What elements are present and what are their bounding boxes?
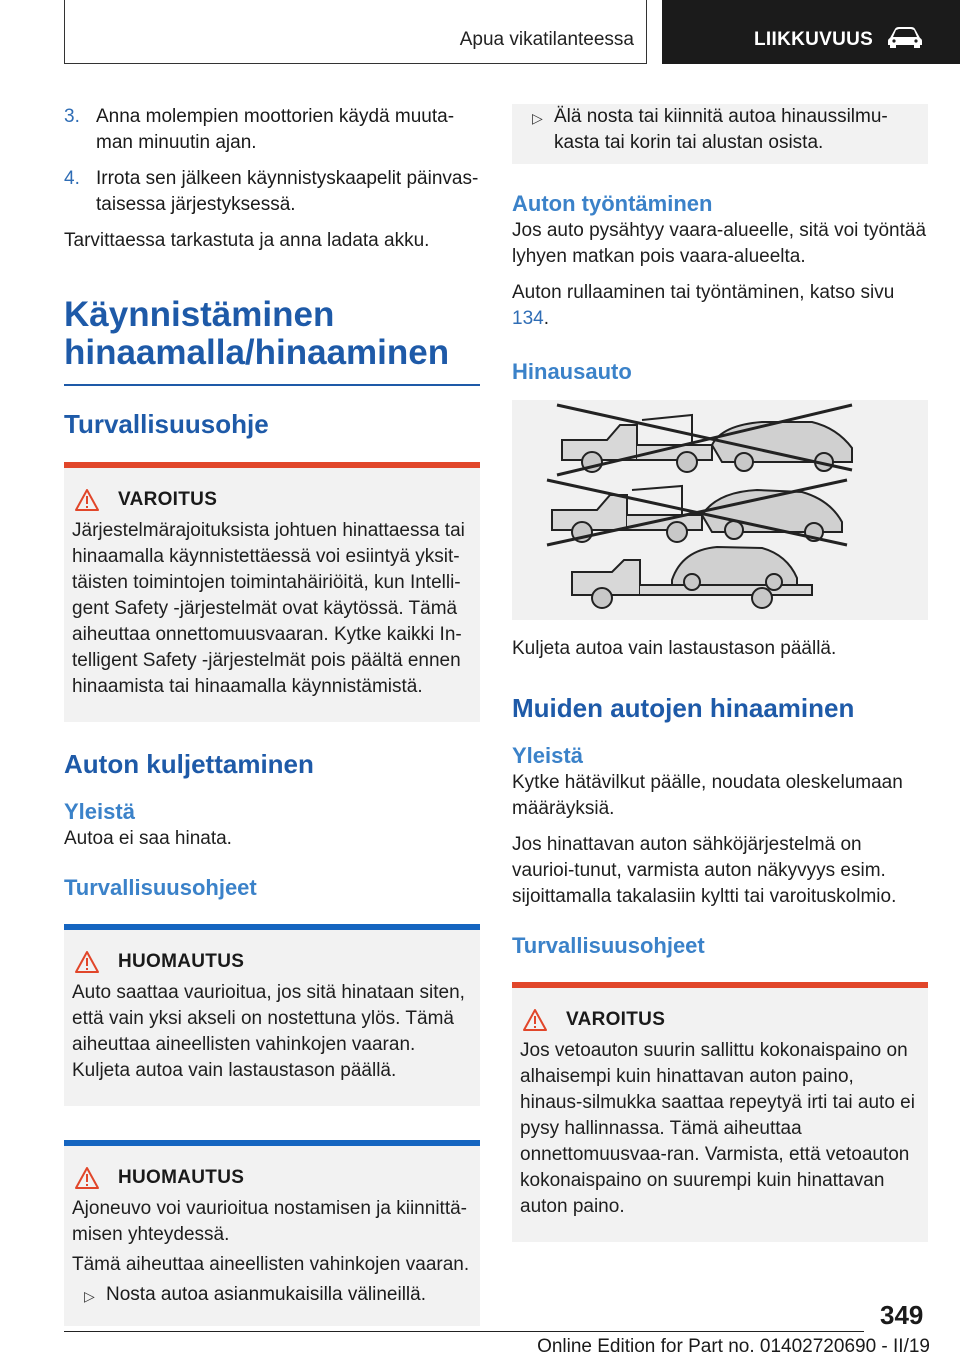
header-chapter-title: LIIKKUVUUS: [754, 29, 874, 50]
bullet-item: [72, 1282, 472, 1308]
header-section-title: Apua vikatilanteessa: [459, 29, 634, 50]
notice-title: HUOMAUTUS: [118, 951, 245, 972]
page-reference-link[interactable]: 134: [512, 308, 544, 329]
general-heading: Yleistä: [512, 743, 583, 768]
transport-heading: Auton kuljettaminen: [64, 749, 314, 779]
footer-rule: [64, 1331, 864, 1332]
general-text: Jos hinattavan auton sähköjärjestelmä on vaurioi-tunut, varmista auton näkyvyys esim. sijoittamalla takalasiin kyltti tai varoituskolmio.: [512, 834, 897, 907]
notice-text: Tämä aiheuttaa aineellisten vahinkojen vaaran.: [72, 1254, 470, 1275]
general-heading: Yleistä: [64, 799, 135, 824]
header-section-box: [64, 0, 647, 64]
notice-text: Ajoneuvo voi vaurioitua nostamisen ja kiinnittä-misen yhteydessä.: [72, 1198, 467, 1245]
battery-note: Tarvittaessa tarkastuta ja anna ladata akku.: [64, 230, 430, 251]
warning-box: [64, 462, 480, 722]
bullet-text: Älä nosta tai kiinnitä autoa hinaussilmu-kasta tai korin tai alustan osista.: [554, 106, 888, 153]
push-heading: Auton työntäminen: [512, 191, 713, 216]
warning-title: VAROITUS: [566, 1009, 666, 1030]
safety-heading: Turvallisuusohje: [64, 409, 269, 439]
left-column: [64, 104, 480, 1326]
notice-text: Auto saattaa vaurioitua, jos sitä hinataan siten, että vain yksi akseli on nostettuna ylös. Tämä aiheuttaa aineellisten vahinkojen vaaran. Kuljeta autoa vain lastaustason päällä.: [72, 982, 465, 1081]
notice-box: [64, 924, 480, 1106]
footer-edition-text: Online Edition for Part no. 01402720690 - II/19: [537, 1336, 930, 1357]
right-column: [512, 104, 928, 1242]
step-item: [64, 166, 480, 218]
step-text: Irrota sen jälkeen käynnistyskaapelit päinvas-taisessa järjestyksessä.: [96, 168, 479, 215]
warning-text: Jos vetoauton suurin sallittu kokonaispaino on alhaisempi kuin hinattavan auton paino, hinaus-silmukka saattaa repeytyä irti tai auto ei pysy hallinnassa. Tämä aiheuttaa onnettomuusvaa-ran. Varmista, että vetoauton kokonaispaino on suurempi kuin hinattavan auton paino.: [520, 1040, 915, 1217]
tow-truck-illustration: [512, 400, 928, 620]
warning-triangle-icon: [74, 950, 100, 974]
safety-instructions-heading: Turvallisuusohjeet: [64, 875, 257, 900]
safety-instructions-heading: Turvallisuusohjeet: [512, 933, 705, 958]
notice-box: [64, 1140, 480, 1326]
step-number: 4.: [64, 168, 80, 189]
warning-text: Järjestelmärajoituksista johtuen hinattaessa tai hinaamalla käynnistettäessä voi esiintyä yksit-täisten toimintojen toimintahäiriöitä, kun Intelli-gent Safety -järjestelmät ovat käytössä. Tämä aiheuttaa onnettomuusvaaran. Kytke kaikki In-telligent Safety -järjestelmät pois päältä ennen hinaamista tai hinaamalla käynnistämistä.: [72, 520, 465, 697]
car-icon: [887, 26, 923, 53]
warning-title: VAROITUS: [118, 489, 218, 510]
warning-box: [512, 982, 928, 1242]
warning-triangle-icon: [522, 1008, 548, 1032]
step-item: [64, 104, 480, 156]
figure-caption: Kuljeta autoa vain lastaustason päällä.: [512, 638, 837, 659]
push-ref-text: Auton rullaaminen tai työntäminen, katso sivu 134.: [512, 282, 895, 329]
page-number: 349: [880, 1300, 924, 1330]
warning-triangle-icon: [74, 488, 100, 512]
push-text: Jos auto pysähtyy vaara-alueelle, sitä voi työntää lyhyen matkan pois vaara-alueelta.: [512, 220, 927, 267]
bullet-item: [520, 104, 920, 156]
other-vehicles-heading: Muiden autojen hinaaminen: [512, 693, 855, 723]
header-chapter-box: [662, 0, 960, 64]
bullet-box: [512, 104, 928, 164]
step-number: 3.: [64, 106, 80, 127]
tow-truck-heading: Hinausauto: [512, 359, 632, 384]
notice-title: HUOMAUTUS: [118, 1167, 245, 1188]
footer-edition: [537, 1336, 930, 1358]
step-text: Anna molempien moottorien käydä muuta-man minuutin ajan.: [96, 106, 455, 153]
bullet-text: Nosta autoa asianmukaisilla välineillä.: [106, 1284, 427, 1305]
bullet-triangle-icon: ▷: [84, 1288, 95, 1304]
general-text: Kytke hätävilkut päälle, noudata oleskelumaan määräyksiä.: [512, 772, 903, 819]
bullet-triangle-icon: ▷: [532, 110, 543, 126]
main-heading: Käynnistäminen hinaamalla/hinaaminen: [64, 295, 450, 372]
warning-triangle-icon: [74, 1166, 100, 1190]
general-text: Autoa ei saa hinata.: [64, 828, 232, 849]
